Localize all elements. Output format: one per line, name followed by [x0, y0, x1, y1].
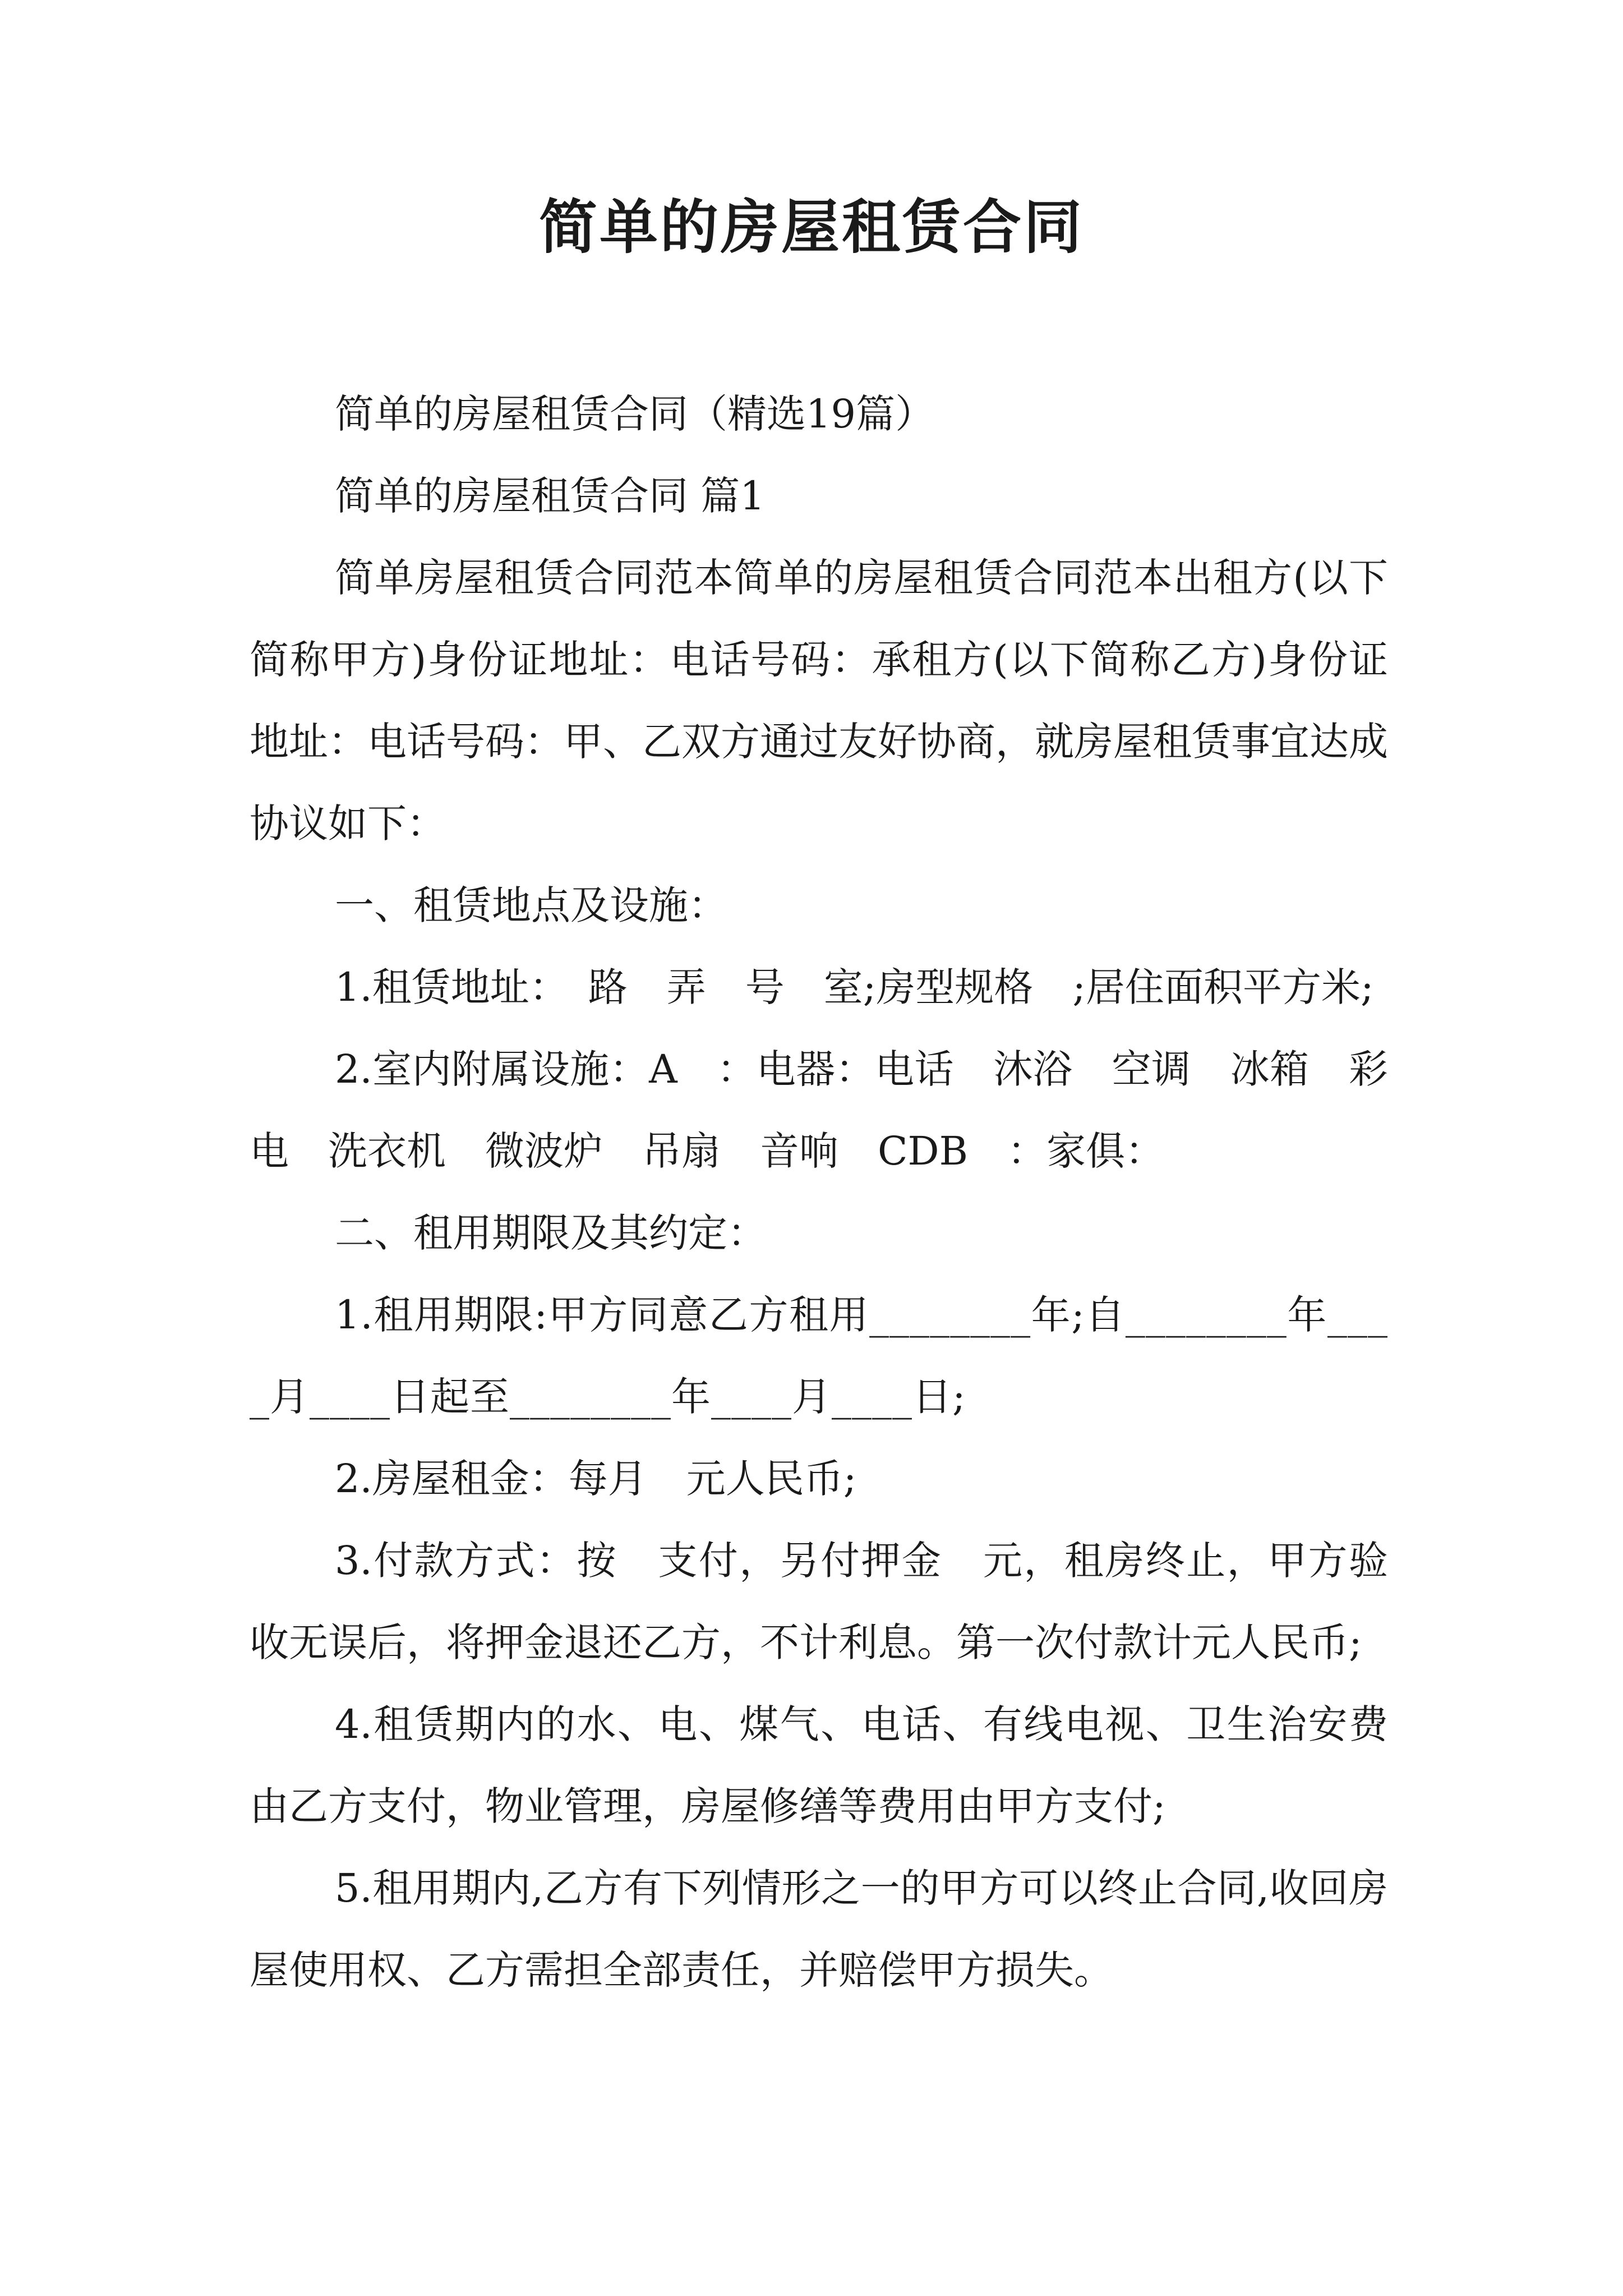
paragraph-heading-2: 二、租用期限及其约定：	[335, 1210, 767, 1256]
paragraph-clause-2-5: 5.租用期内,乙方有下列情形之一的甲方可以终止合同,收回房屋使用权、乙方需担全部责任，并赔偿甲方损失。	[250, 1865, 1388, 1993]
paragraph-clause-2-3: 3.付款方式：按 支付，另付押金 元，租房终止，甲方验收无误后，将押金退还乙方，不计利息。第一次付款计元人民币;	[250, 1538, 1388, 1665]
paragraph-clause-2-1: 1.租用期限:甲方同意乙方租用________年;自________年____月____日起至________年____月____日;	[250, 1292, 1388, 1420]
paragraph-clause-2-2: 2.房屋租金：每月 元人民币;	[335, 1456, 857, 1502]
paragraph-intro: 简单房屋租赁合同范本简单的房屋租赁合同范本出租方(以下简称甲方)身份证地址：电话号码：承租方(以下简称乙方)身份证地址：电话号码：甲、乙双方通过友好协商，就房屋租赁事宜达成协议如下：	[250, 555, 1388, 846]
paragraph-clause-1-2: 2.室内附属设施：A ：电器：电话 沐浴 空调 冰箱 彩电 洗衣机 微波炉 吊扇 音响 CDB ：家俱：	[250, 1046, 1388, 1174]
paragraph-subtitle: 简单的房屋租赁合同（精选19篇）	[335, 391, 935, 437]
paragraph-section-heading: 简单的房屋租赁合同 篇1	[335, 473, 765, 519]
paragraph-heading-1: 一、租赁地点及设施：	[335, 882, 727, 928]
document-body	[250, 373, 1388, 2011]
document-title: 简单的房屋租赁合同	[538, 192, 1084, 261]
paragraph-clause-2-4: 4.租赁期内的水、电、煤气、电话、有线电视、卫生治安费由乙方支付，物业管理，房屋修缮等费用由甲方支付;	[250, 1701, 1388, 1829]
paragraph-clause-1-1: 1.租赁地址： 路 弄 号 室;房型规格 ;居住面积平方米;	[335, 964, 1374, 1010]
